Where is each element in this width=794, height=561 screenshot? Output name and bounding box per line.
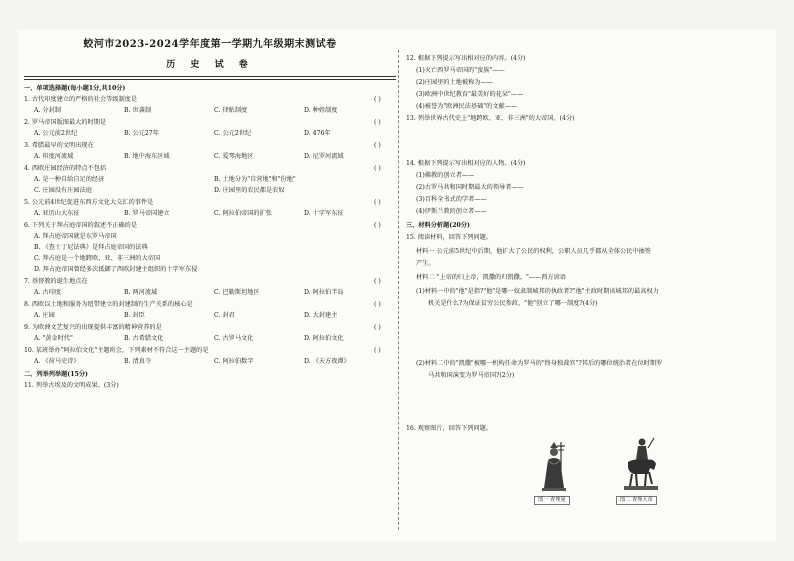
q15-part2-line2: 马共和国演变为罗马帝国?(2分) [428, 372, 515, 379]
exam-subtitle: 历 史 试 卷 [166, 60, 254, 70]
q8-stem: 8. 西欧以土地和服务为纽带建立的封建制的生产关系的核心是 [24, 301, 193, 308]
q12-item-4[interactable]: (4)被誉为"欧洲民法基础"的文献—— [416, 103, 518, 110]
q11-stem: 11. 列举古埃及的文明成果。(3分) [24, 382, 119, 389]
q14-item-2[interactable]: (2)古罗马共和国时期最大的领导者—— [416, 184, 524, 191]
q7-answer-slot[interactable]: ( ) [374, 278, 381, 285]
figure2-image [618, 434, 664, 494]
q8-option-c[interactable]: C. 封君 [214, 312, 235, 319]
q2-stem: 2. 罗马帝国版图最大的时期是 [24, 119, 107, 126]
q14-item-1[interactable]: (1)佛教的创立者—— [416, 172, 475, 179]
q9-answer-slot[interactable]: ( ) [374, 324, 381, 331]
q5-option-d[interactable]: D. 十字军东征 [304, 210, 344, 217]
section2-heading: 二、列举列举题(15分) [24, 371, 88, 378]
figure1-caption: 图一 查理曼 [534, 496, 570, 505]
q6-option-b[interactable]: B. 《查士丁尼法典》是拜占庭帝国的法典 [34, 244, 148, 251]
q12-item-1[interactable]: (1)灭亡西罗马帝国的"蛮族"—— [416, 67, 505, 74]
q9-option-b[interactable]: B. 古希腊文化 [124, 335, 164, 342]
q10-option-a[interactable]: A. 《荷马史诗》 [34, 358, 80, 365]
q4-stem: 4. 西欧庄园经济的特点不包括 [24, 165, 107, 172]
header-rule-2 [24, 79, 396, 80]
q9-stem: 9. 为欧洲文艺复兴的出现提供丰富的精神营养的是 [24, 324, 162, 331]
q14-item-3[interactable]: (3)百科全书式的学者—— [416, 196, 487, 203]
q3-option-b[interactable]: B. 地中海东区域 [124, 153, 170, 160]
q1-answer-slot[interactable]: ( ) [374, 96, 381, 103]
q7-option-b[interactable]: B. 两河流域 [124, 289, 158, 296]
q16-stem: 16. 观察图片，回答下列问题。 [406, 425, 493, 432]
exam-sheet [18, 30, 776, 542]
q14-item-4[interactable]: (4)伊斯兰教的创立者—— [416, 208, 487, 215]
q2-option-a[interactable]: A. 公元前2世纪 [34, 130, 78, 137]
q3-option-c[interactable]: C. 爱琴海地区 [214, 153, 254, 160]
q8-option-a[interactable]: A. 庄园 [34, 312, 55, 319]
q6-option-d[interactable]: D. 拜占庭帝国曾经多次抵御了西欧封建主组织的十字军东侵 [34, 266, 198, 273]
q15-stem: 15. 阅读材料，回答下列问题。 [406, 234, 493, 241]
q14-stem: 14. 根据下列提示写出相对应的人物。(4分) [406, 160, 526, 167]
q12-item-3[interactable]: (3)欧洲中世纪教育"最美好的花朵"—— [416, 91, 524, 98]
q2-option-b[interactable]: B. 公元27年 [124, 130, 159, 137]
q2-option-d[interactable]: D. 476年 [304, 130, 331, 137]
q3-stem: 3. 希腊最早的文明出现在 [24, 142, 94, 149]
q5-answer-slot[interactable]: ( ) [374, 199, 381, 206]
q12-item-2[interactable]: (2)庄园里的土地被称为—— [416, 79, 493, 86]
section1-heading: 一、单项选择题(每小题1分,共10分) [24, 85, 126, 92]
q8-option-b[interactable]: B. 封臣 [124, 312, 145, 319]
header-rule [24, 76, 396, 77]
q6-option-a[interactable]: A. 拜占庭帝国就是东罗马帝国 [34, 233, 117, 240]
q3-option-a[interactable]: A. 印度河流域 [34, 153, 74, 160]
q10-stem: 10. 某班举办"阿拉伯文化"主题班会，下列素材不符合这一主题的是 [24, 347, 209, 354]
q8-option-d[interactable]: D. 大封建主 [304, 312, 338, 319]
q1-stem: 1. 古代印度建立的严格的社会等级制度是 [24, 96, 138, 103]
q1-option-a[interactable]: A. 分封制 [34, 107, 61, 114]
column-divider [398, 50, 399, 530]
q4-answer-slot[interactable]: ( ) [374, 165, 381, 172]
q7-stem: 7. 基督教的诞生地点在 [24, 278, 88, 285]
q1-option-c[interactable]: C. 律贴制度 [214, 107, 248, 114]
q10-option-b[interactable]: B. 清真寺 [124, 358, 152, 365]
q10-option-c[interactable]: C. 阿拉伯数字 [214, 358, 254, 365]
q9-option-d[interactable]: D. 阿拉伯文化 [304, 335, 344, 342]
q7-option-d[interactable]: D. 阿拉伯半岛 [304, 289, 344, 296]
q10-answer-slot[interactable]: ( ) [374, 347, 381, 354]
figure1-image [534, 438, 574, 494]
q2-option-c[interactable]: C. 公元2世纪 [214, 130, 252, 137]
q5-option-c[interactable]: C. 阿拉伯帝国的扩张 [214, 210, 272, 217]
q5-option-b[interactable]: B. 罗马帝国建立 [124, 210, 170, 217]
q2-answer-slot[interactable]: ( ) [374, 119, 381, 126]
q3-option-d[interactable]: D. 尼罗河流域 [304, 153, 344, 160]
q9-option-a[interactable]: A. "黄金时代" [34, 335, 73, 342]
q15-material2: 材料二 "上帝的归上帝，凯撒的归凯撒。"——西方谚语 [416, 274, 566, 281]
q6-answer-slot[interactable]: ( ) [374, 222, 381, 229]
q13-stem: 13. 列举世界古代史上"地跨欧、亚、非三洲"的大帝国。(4分) [406, 115, 575, 122]
q5-stem: 5. 公元前4世纪促进东西方文化大交汇的事件是 [24, 199, 154, 206]
q4-option-d[interactable]: D. 庄园里的农民都是农奴 [214, 187, 285, 194]
q9-option-c[interactable]: C. 古罗马文化 [214, 335, 254, 342]
q4-option-a[interactable]: A. 是一种自给自足的经济 [34, 176, 105, 183]
q7-option-c[interactable]: C. 巴勒斯坦地区 [214, 289, 260, 296]
q15-material1-line2: 产生。 [416, 260, 435, 267]
q6-option-c[interactable]: C. 拜占庭是一个地跨欧、亚、非三洲的大帝国 [34, 255, 161, 262]
q4-option-c[interactable]: C. 庄园没有庄园法庭 [34, 187, 92, 194]
q15-material1-line1: 材料一 公元前5世纪中后期，他扩大了公民的权利，公职人员几乎都从全体公民中抽签 [416, 248, 651, 255]
figure2-caption: 图二 查理大帝 [616, 496, 657, 505]
q15-part1-line1: (1)材料一中的"他"是指?"他"是哪一奴隶制城邦的执政者?"他"主政时期该城邦的最高权力 [416, 288, 659, 295]
q1-option-d[interactable]: D. 种姓制度 [304, 107, 338, 114]
q10-option-d[interactable]: D. 《天方夜谭》 [304, 358, 350, 365]
q3-answer-slot[interactable]: ( ) [374, 142, 381, 149]
exam-title: 蛟河市2023-2024学年度第一学期九年级期末测试卷 [83, 39, 337, 50]
q5-option-a[interactable]: A. 亚历山大东征 [34, 210, 80, 217]
q7-option-a[interactable]: A. 古印度 [34, 289, 61, 296]
q15-part2-line1: (2)材料二中的"凯撒"被哪一机构任命为罗马的"终身独裁官"?其后的哪位统治者在位时期罗 [416, 360, 663, 367]
q12-stem: 12. 根据下列提示写出相对应的内容。(4分) [406, 55, 526, 62]
section3-heading: 三、材料分析题(20分) [406, 222, 470, 229]
q15-part1-line2: 机关是什么?为保证贫穷公民参政，"他"创立了哪一制度?(4分) [428, 300, 598, 307]
q8-answer-slot[interactable]: ( ) [374, 301, 381, 308]
q4-option-b[interactable]: B. 土地分为"自营地"和"份地" [214, 176, 296, 183]
q1-option-b[interactable]: B. 世袭制 [124, 107, 152, 114]
q6-stem: 6. 下列关于拜占庭帝国的叙述不正确的是 [24, 222, 138, 229]
